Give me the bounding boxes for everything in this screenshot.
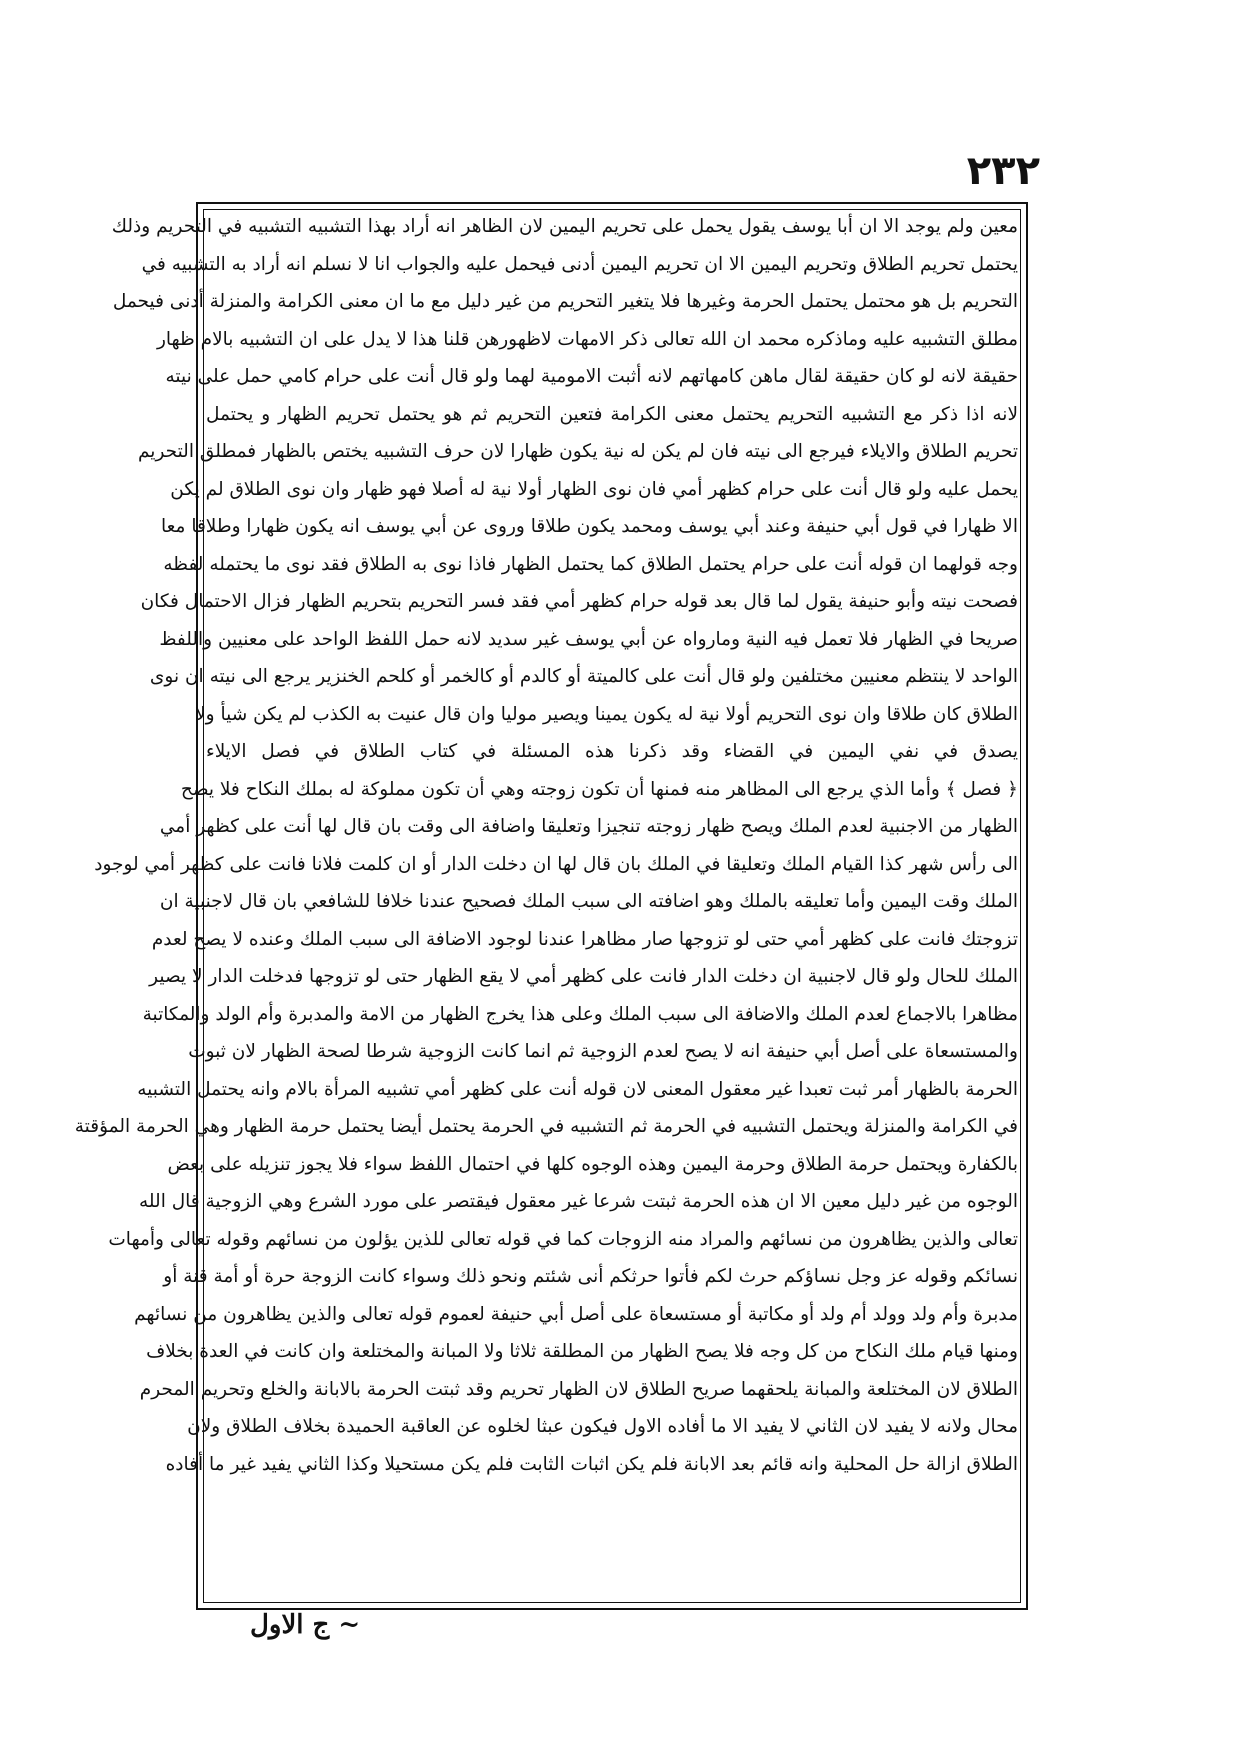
text-line: صريحا في الظهار فلا تعمل فيه النية ومارواه عن أبي يوسف غير سديد لانه حمل اللفظ الواحد على معنيين واللفظ (159, 628, 1018, 650)
text-line: ومنها قيام ملك النكاح من كل وجه فلا يصح الظهار من المطلقة ثلاثا ولا المبانة والمختلعة وان كانت في العدة بخلاف (146, 1341, 1018, 1362)
text-line: الواحد لا ينتظم معنيين مختلفين ولو قال أنت على كالميتة أو كالدم أو كالخمر أو كلحم الخنزير يرجع الى نيته ان نوى (149, 666, 1018, 687)
text-line: الوجوه من غير دليل معين الا ان هذه الحرمة ثبتت شرعا غير معقول فيقتصر على مورد الشرع وهي الزوجية قال الله (139, 1191, 1018, 1212)
text-line: مطلق التشبيه عليه وماذكره محمد ان الله تعالى ذكر الامهات لاظهورهن قلنا هذا لا يدل على ان التشبيه بالام ظهار (156, 328, 1018, 350)
text-line: الا ظهارا في قول أبي حنيفة وعند أبي يوسف ومحمد يكون طلاقا وروى عن أبي يوسف انه يكون ظهارا وطلاقا معا (160, 516, 1018, 537)
text-line: محال ولانه لا يفيد لان الثاني لا يفيد الا ما أفاده الاول فيكون عبثا لخلوه عن العاقبة الحميدة بخلاف الطلاق ولان (187, 1416, 1018, 1437)
text-line: مدبرة وأم ولد وولد أم ولد أو مكاتبة أو مستسعاة على أصل أبي حنيفة لعموم قوله تعالى والذين يظاهرون من نسائهم (134, 1303, 1018, 1325)
text-line: بالكفارة ويحتمل حرمة الطلاق وحرمة اليمين وهذه الوجوه كلها في احتمال اللفظ سواء فلا يجوز تنزيله على بعض (167, 1153, 1018, 1175)
text-line: والمستسعاة على أصل أبي حنيفة انه لا يصح لعدم الزوجية ثم انما كانت الزوجية شرطا لصحة الظهار لان ثبوت (188, 1041, 1018, 1062)
text-line: الحرمة بالظهار أمر ثبت تعبدا غير معقول المعنى لان قوله أنت على كظهر أمي تشبيه المرأة بالام وانه يحتمل التشبيه (137, 1078, 1018, 1100)
text-line: الطلاق كان طلاقا وان نوى التحريم أولا نية له يكون يمينا ويصير موليا وان قال عنيت به الكذب لم يكن شيأ ولا (195, 703, 1018, 725)
text-line: تحريم الطلاق والايلاء فيرجع الى نيته فان لم يكن له نية يكون ظهارا لان حرف التشبيه يختص بالظهار فمطلق التحريم (137, 441, 1018, 462)
text-line: يصدق في نفي اليمين في القضاء وقد ذكرنا هذه المسئلة في كتاب الطلاق في فصل الايلاء (206, 741, 1018, 762)
text-line: الطلاق لان المختلعة والمبانة يلحقهما صريح الطلاق لان الظهار تحريم وقد ثبتت الحرمة بالابانة والخلع وتحريم المحرم (139, 1378, 1018, 1400)
text-line: يحتمل تحريم الطلاق وتحريم اليمين الا ان تحريم اليمين أدنى فيحمل عليه والجواب انا لا نسلم انه أراد به التشبيه في (141, 253, 1018, 275)
text-line: مظاهرا بالاجماع لعدم الملك والاضافة الى سبب الملك وعلى هذا يخرج الظهار من الامة والمدبرة وأم الولد والمكاتبة (142, 1003, 1018, 1025)
text-line: معين ولم يوجد الا ان أبا يوسف يقول يحمل على تحريم اليمين لان الظاهر انه أراد بهذا التشبيه التشبيه في التحريم وذلك (111, 216, 1018, 237)
text-line: وجه قولهما ان قوله أنت على حرام يحتمل الطلاق كما يحتمل الظهار فاذا نوى به الطلاق فقد نوى ما يحتمله لفظه (163, 553, 1018, 575)
text-line: ﴿ فصل ﴾ وأما الذي يرجع الى المظاهر منه فمنها أن تكون زوجته وهي أن تكون مملوكة له بملك النكاح فلا يصح (180, 778, 1018, 800)
page-number: ٢٣٢ (966, 148, 1040, 194)
text-line: التحريم بل هو محتمل يحتمل الحرمة وغيرها فلا يتغير التحريم من غير دليل مع ما ان معنى الكرامة والمنزلة أدنى فيحمل (112, 291, 1018, 312)
text-line: يحمل عليه ولو قال أنت على حرام كظهر أمي فان نوى الظهار أولا نية له أصلا فهو ظهار وان نوى الطلاق لم يكن (170, 478, 1018, 500)
text-line: لانه اذا ذكر مع التشبيه التحريم يحتمل معنى الكرامة فتعين التحريم ثم هو يحتمل تحريم الظهار و يحتمل (206, 403, 1018, 425)
page-frame (74, 202, 1028, 1610)
body-text (74, 208, 1018, 1483)
text-line: الملك للحال ولو قال لاجنبية ان دخلت الدار فانت على كظهر أمي لا يقع الظهار حتى لو تزوجها فدخلت الدار لا يصير (149, 966, 1018, 987)
text-line: تزوجتك فانت على كظهر أمي حتى لو تزوجها صار مظاهرا عندنا لوجود الاضافة الى سبب الملك وعنده لا يصح لعدم (151, 928, 1018, 950)
text-line: الظهار من الاجنبية لعدم الملك ويصح ظهار زوجته تنجيزا وتعليقا واضافة الى وقت بان قال لها أنت على كظهر أمي (159, 816, 1018, 837)
text-line: نسائكم وقوله عز وجل نساؤكم حرث لكم فأتوا حرثكم أنى شئتم ونحو ذلك وسواء كانت الزوجة حرة أو أمة قنة أو (163, 1266, 1018, 1287)
text-line: الطلاق ازالة حل المحلية وانه قائم بعد الابانة فلم يكن اثبات الثابت فلم يكن مستحيلا وكذا الثاني يفيد غير ما أفاده (165, 1453, 1018, 1475)
text-line: فصحت نيته وأبو حنيفة يقول لما قال بعد قوله حرام كظهر أمي فقد فسر التحريم بتحريم الظهار فزال الاحتمال فكان (140, 591, 1018, 612)
text-line: الى رأس شهر كذا القيام الملك وتعليقا في الملك بان قال لها ان دخلت الدار أو ان كلمت فلانا فانت على كظهر أمي لوجود (94, 853, 1018, 875)
text-line: في الكرامة والمنزلة ويحتمل التشبيه في الحرمة ثم التشبيه في الحرمة يحتمل أيضا يحتمل حرمة الظهار وهي الحرمة المؤقتة (74, 1116, 1018, 1137)
text-line: تعالى والذين يظاهرون من نسائهم والمراد منه الزوجات كما في قوله تعالى للذين يؤلون من نسائهم وقوله تعالى وأمهات (108, 1228, 1018, 1250)
text-line: الملك وقت اليمين وأما تعليقه بالملك وهو اضافته الى سبب الملك فصحيح عندنا خلافا للشافعي بان قال لاجنبية ان (159, 891, 1018, 912)
text-line: حقيقة لانه لو كان حقيقة لقال ماهن كامهاتهم لانه أثبت الامومية لهما ولو قال أنت على حرام كامي حمل على نيته (165, 366, 1018, 387)
footer-note: ~ ج الاول (250, 1610, 361, 1640)
